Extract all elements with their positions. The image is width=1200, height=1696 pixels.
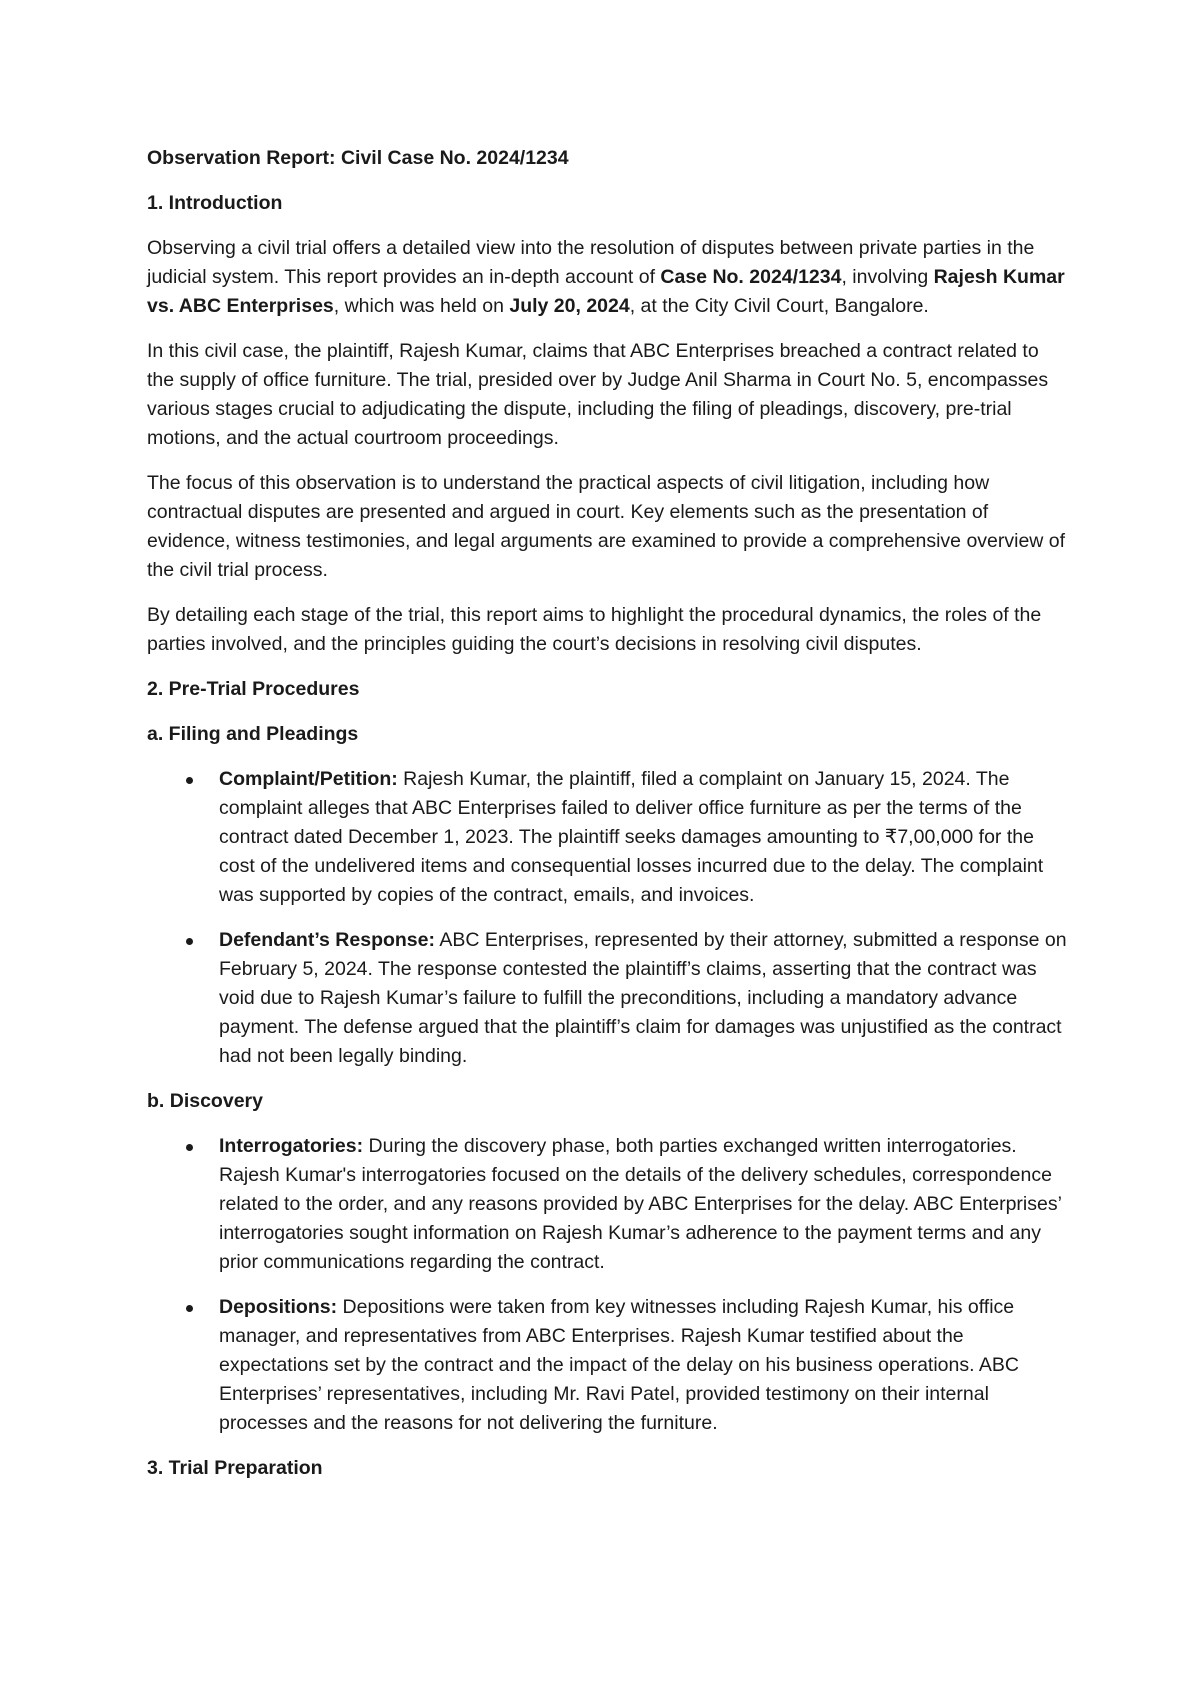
intro-text: , involving <box>841 266 934 288</box>
case-number: Case No. 2024/1234 <box>660 266 842 288</box>
item-label: Interrogatories: <box>219 1135 364 1157</box>
item-text: During the discovery phase, both parties exchanged written interrogatories. Rajesh Kumar's interrogatories focused on the details of the delivery schedules, correspondence related to the order, and any reasons provided by ABC Enterprises for the delay. ABC Enterprises’ interrogatories sought information on Rajesh Kumar’s adherence to the payment terms and any prior communications regarding the contract. <box>219 1135 1062 1273</box>
intro-paragraph-2: In this civil case, the plaintiff, Rajesh Kumar, claims that ABC Enterprises breached a contract related to the supply of office furniture. The trial, presided over by Judge Anil Sharma in Court No. 5, encompasses various stages crucial to adjudicating the dispute, including the filing of pleadings, discovery, pre-trial motions, and the actual courtroom proceedings. <box>147 340 1049 449</box>
filing-list <box>147 765 1067 1071</box>
bullet-icon <box>186 938 193 945</box>
hearing-date: July 20, 2024 <box>509 295 630 317</box>
intro-paragraph-1 <box>147 234 1067 321</box>
intro-text: , at the City Civil Court, Bangalore. <box>629 295 929 317</box>
discovery-list <box>147 1132 1067 1438</box>
subsection-heading-discovery: b. Discovery <box>147 1090 263 1112</box>
item-label: Complaint/Petition: <box>219 768 398 790</box>
item-label: Depositions: <box>219 1296 338 1318</box>
bullet-icon <box>186 1305 193 1312</box>
list-item <box>147 1132 1067 1277</box>
intro-paragraph-4: By detailing each stage of the trial, this report aims to highlight the procedural dynamics, the roles of the parties involved, and the principles guiding the court’s decisions in resolving civil disputes. <box>147 604 1042 655</box>
item-label: Defendant’s Response: <box>219 929 435 951</box>
bullet-icon <box>186 1144 193 1151</box>
section-heading-pre-trial: 2. Pre-Trial Procedures <box>147 678 360 700</box>
case-parties: Rajesh Kumar vs. ABC Enterprises <box>147 266 1065 317</box>
subsection-heading-filing: a. Filing and Pleadings <box>147 723 359 745</box>
report-title: Observation Report: Civil Case No. 2024/1234 <box>147 147 569 169</box>
section-heading-introduction: 1. Introduction <box>147 192 283 214</box>
item-text: Rajesh Kumar, the plaintiff, filed a complaint on January 15, 2024. The complaint alleges that ABC Enterprises failed to deliver office furniture as per the terms of the contract dated December 1, 2023. The plaintiff seeks damages amounting to ₹7,00,000 for the cost of the undelivered items and consequential losses incurred due to the delay. The complaint was supported by copies of the contract, emails, and invoices. <box>219 768 1044 906</box>
bullet-icon <box>186 777 193 784</box>
intro-text: Observing a civil trial offers a detailed view into the resolution of disputes between private parties in the judicial system. This report provides an in-depth account of <box>147 237 1035 288</box>
intro-text: , which was held on <box>333 295 510 317</box>
list-item <box>147 765 1067 910</box>
section-heading-trial-preparation: 3. Trial Preparation <box>147 1457 323 1479</box>
item-text: ABC Enterprises, represented by their attorney, submitted a response on February 5, 2024. The response contested the plaintiff’s claims, asserting that the contract was void due to Rajesh Kumar’s failure to fulfill the preconditions, including a mandatory advance payment. The defense argued that the plaintiff’s claim for damages was unjustified as the contract had not been legally binding. <box>219 929 1067 1067</box>
document-body <box>147 144 1067 1499</box>
list-item <box>147 1293 1067 1438</box>
item-text: Depositions were taken from key witnesses including Rajesh Kumar, his office manager, and representatives from ABC Enterprises. Rajesh Kumar testified about the expectations set by the contract and the impact of the delay on his business operations. ABC Enterprises’ representatives, including Mr. Ravi Patel, provided testimony on their internal processes and the reasons for not delivering the furniture. <box>219 1296 1019 1434</box>
intro-paragraph-3: The focus of this observation is to understand the practical aspects of civil litigation, including how contractual disputes are presented and argued in court. Key elements such as the presentation of evidence, witness testimonies, and legal arguments are examined to provide a comprehensive overview of the civil trial process. <box>147 472 1066 581</box>
list-item <box>147 926 1067 1071</box>
